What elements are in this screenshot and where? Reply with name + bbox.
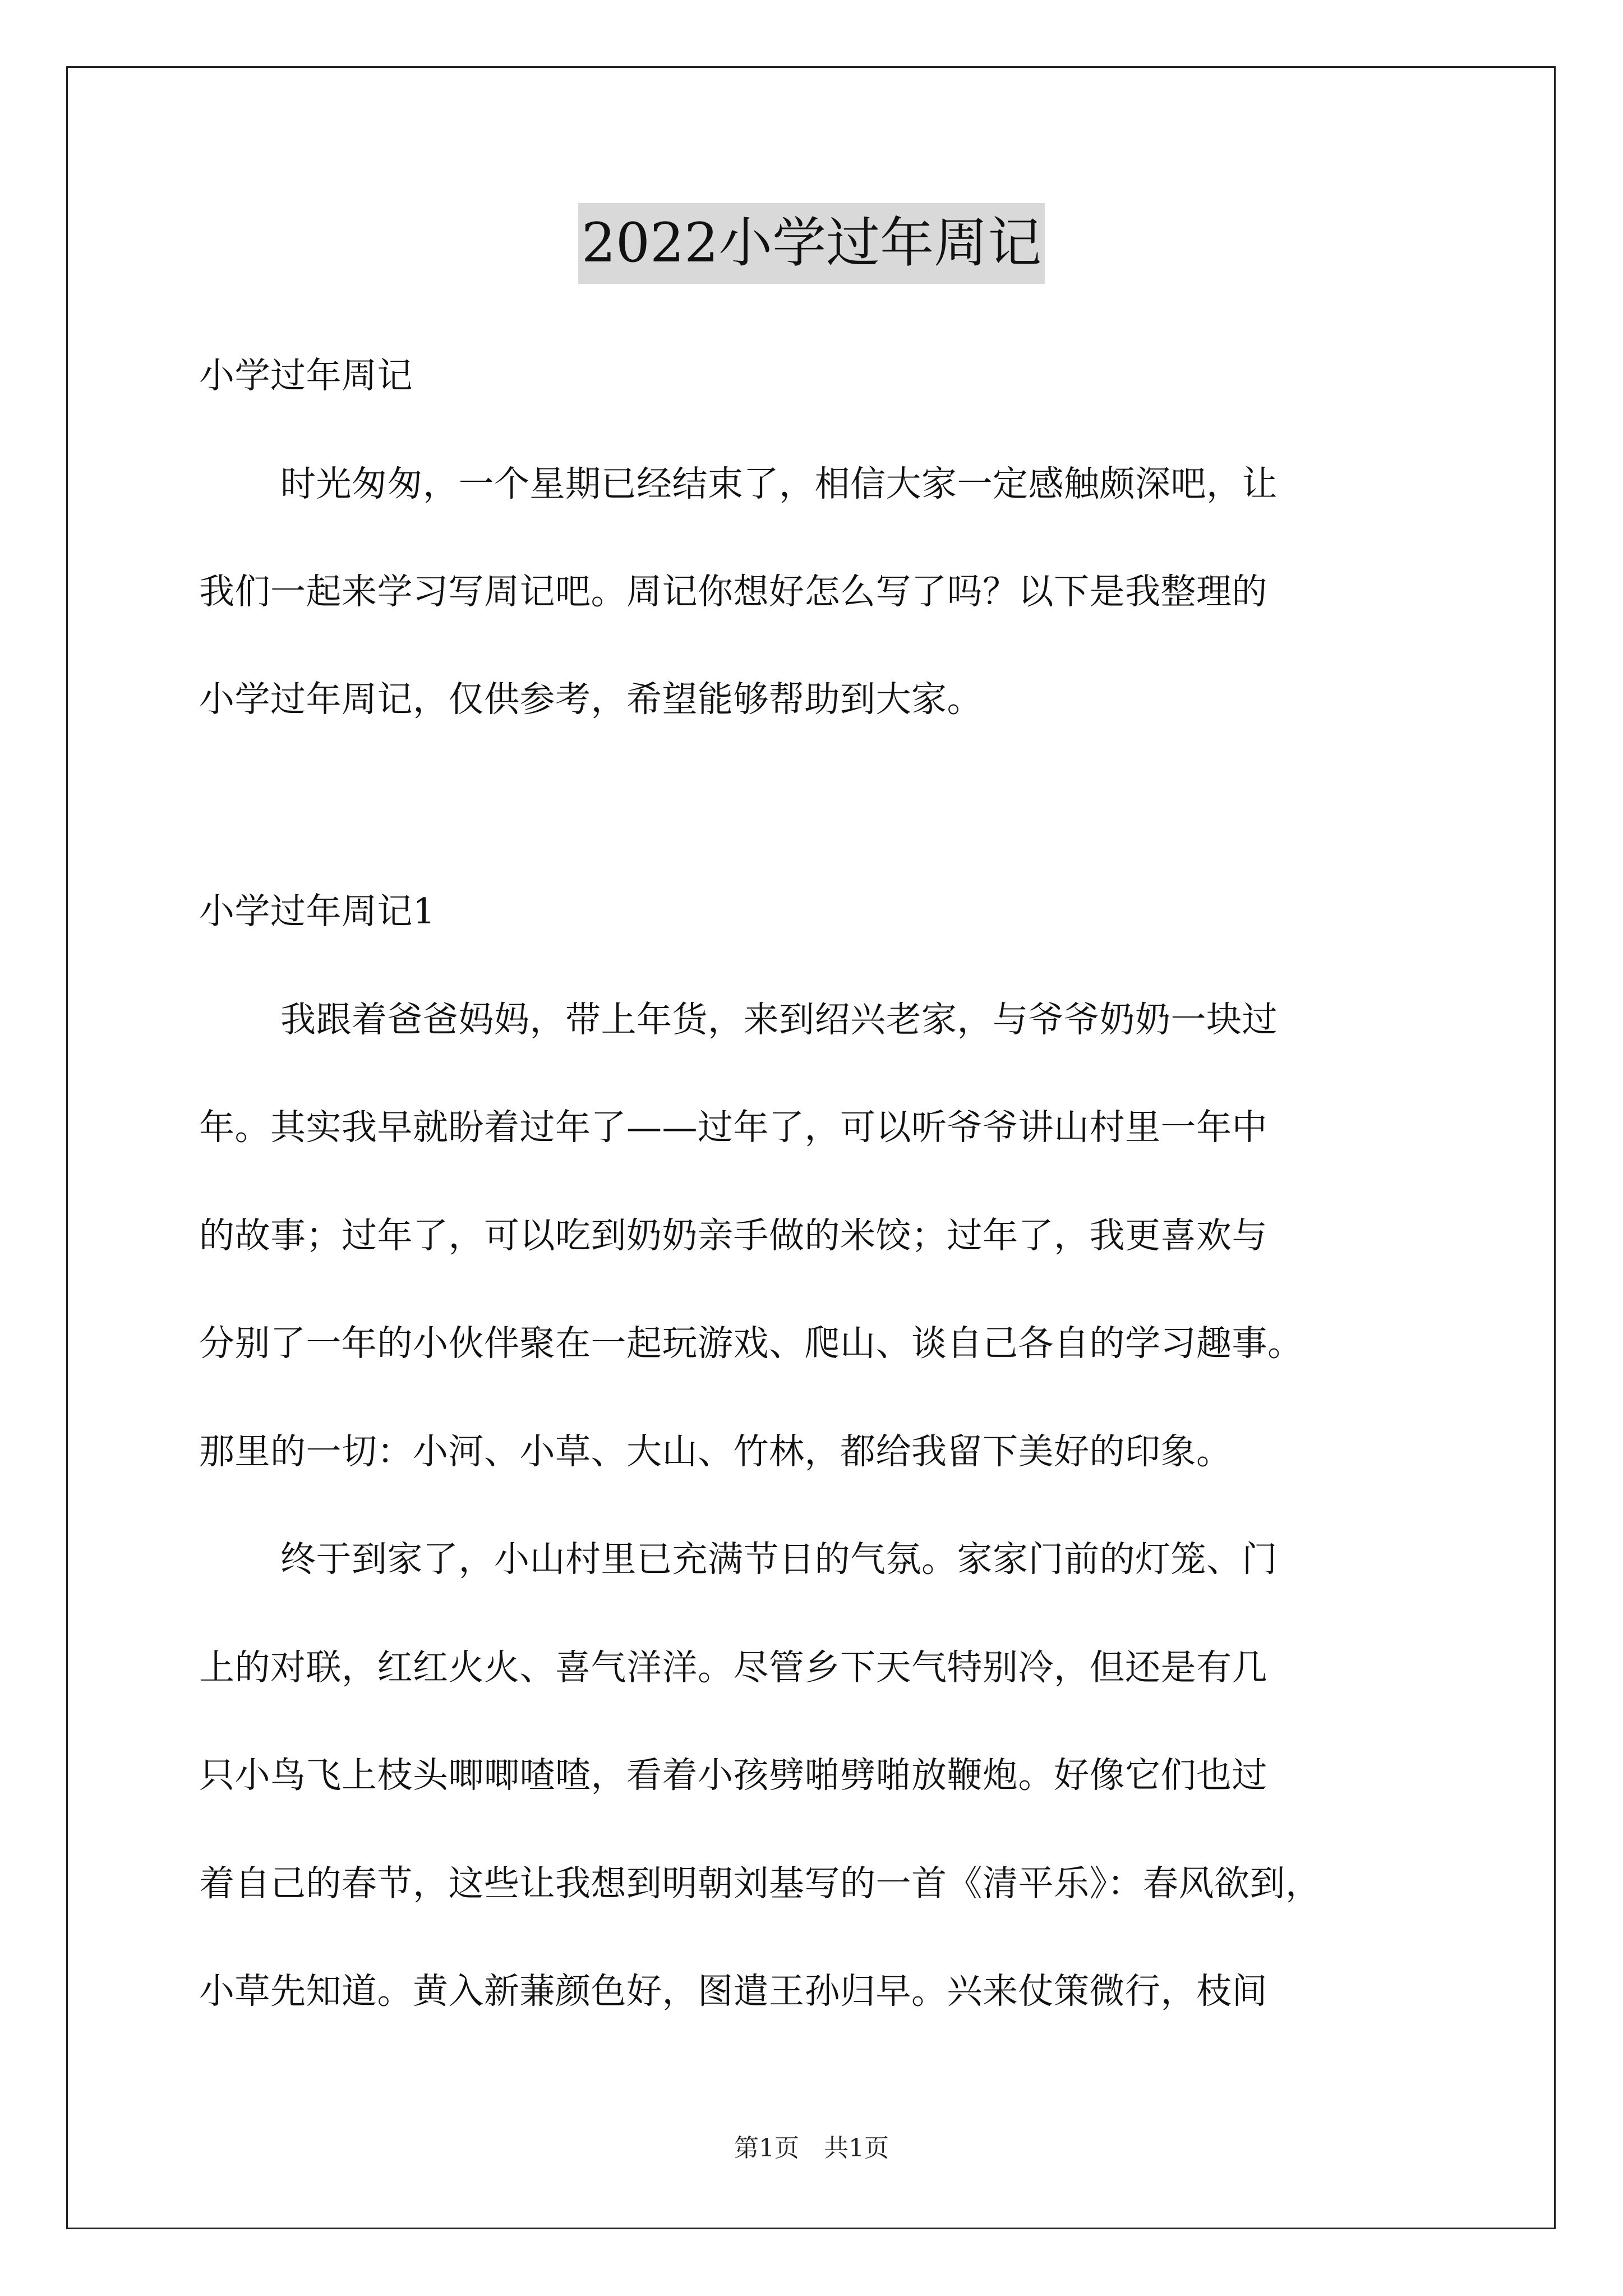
paragraph-line: 分别了一年的小伙伴聚在一起玩游戏、爬山、谈自己各自的学习趣事。 [199, 1323, 1303, 1364]
paragraph-line: 上的对联，红红火火、喜气洋洋。尽管乡下天气特别冷，但还是有几 [199, 1647, 1267, 1688]
section-heading: 小学过年周记1 [199, 891, 436, 932]
paragraph-line: 小草先知道。黄入新蒹颜色好，图遣王孙归早。兴来仗策微行，枝间 [199, 1971, 1267, 2012]
document-subtitle: 小学过年周记 [199, 355, 413, 396]
paragraph-line: 终于到家了，小山村里已充满节日的气氛。家家门前的灯笼、门 [280, 1539, 1278, 1580]
intro-line: 小学过年周记，仅供参考，希望能够帮助到大家。 [199, 679, 983, 720]
paragraph-line: 年。其实我早就盼着过年了——过年了，可以听爷爷讲山村里一年中 [199, 1107, 1267, 1148]
paragraph-line: 那里的一切：小河、小草、大山、竹林，都给我留下美好的印象。 [199, 1431, 1232, 1472]
title-container [0, 203, 1623, 284]
paragraph-line: 的故事；过年了，可以吃到奶奶亲手做的米饺；过年了，我更喜欢与 [199, 1215, 1267, 1256]
page-footer: 第1页 共1页 [734, 2134, 889, 2162]
paragraph-line: 我跟着爸爸妈妈，带上年货，来到绍兴老家，与爷爷奶奶一块过 [280, 999, 1278, 1040]
intro-line: 时光匆匆，一个星期已经结束了，相信大家一定感触颇深吧，让 [280, 463, 1278, 504]
intro-line: 我们一起来学习写周记吧。周记你想好怎么写了吗？以下是我整理的 [199, 571, 1267, 612]
paragraph-line: 只小鸟飞上枝头唧唧喳喳，看着小孩劈啪劈啪放鞭炮。好像它们也过 [199, 1755, 1267, 1796]
paragraph-line: 着自己的春节，这些让我想到明朝刘基写的一首《清平乐》：春风欲到， [199, 1863, 1321, 1904]
document-title: 2022小学过年周记 [578, 203, 1045, 284]
